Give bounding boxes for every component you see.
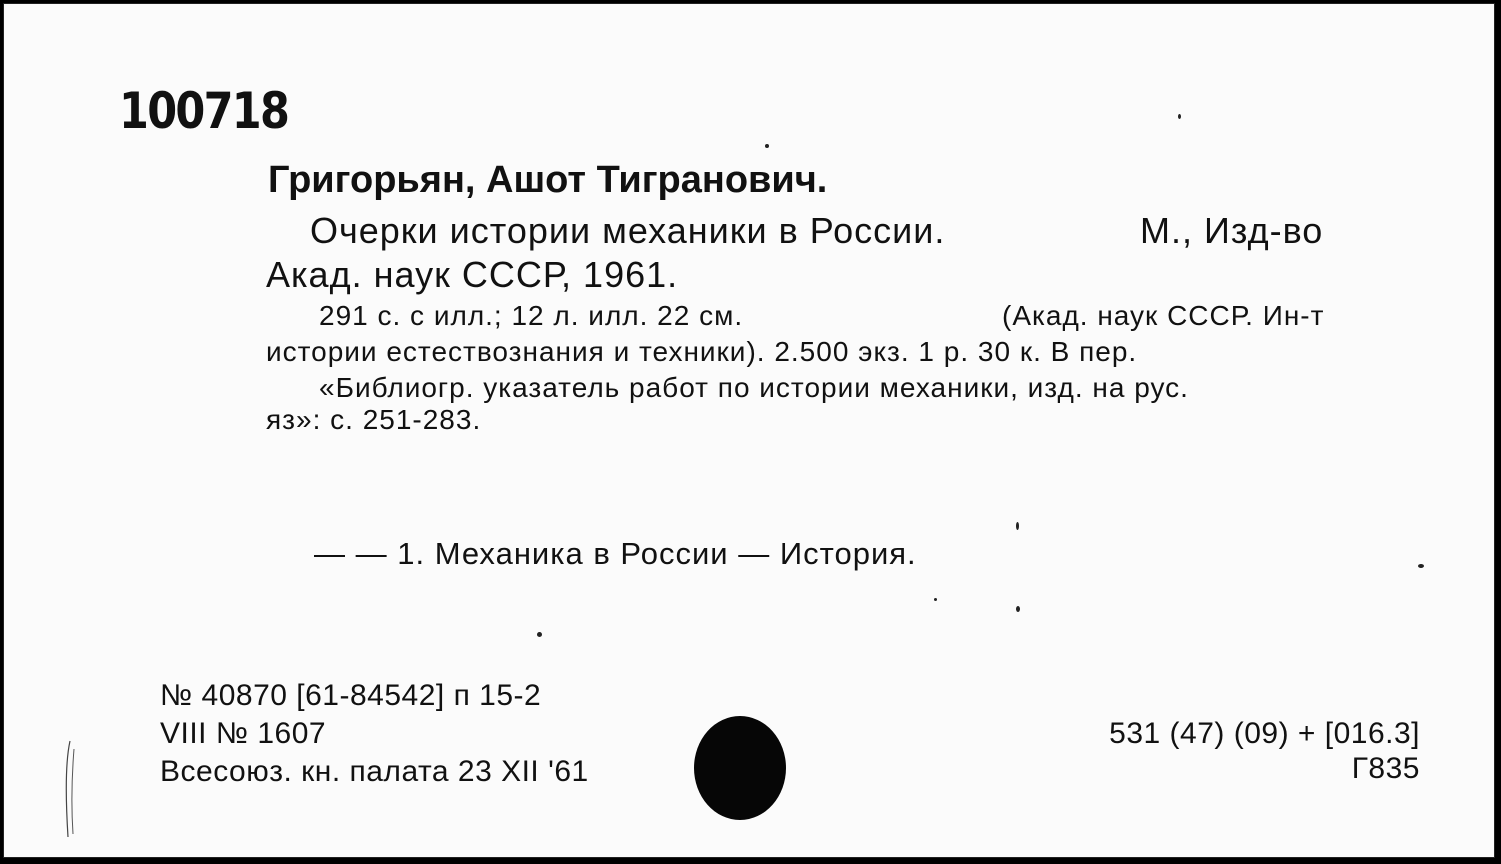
accession-number: 100718 (119, 82, 289, 140)
margin-pencil-mark (62, 739, 80, 839)
title-line-1: Очерки истории механики в России. (310, 210, 946, 251)
publisher-place: М., Изд-во (1140, 210, 1324, 251)
ink-speck (765, 144, 769, 148)
bibliography-note-line-1: «Библиогр. указатель работ по истории механики, изд. на рус. (319, 372, 1189, 403)
ink-speck (1016, 522, 1019, 530)
classification-code: 531 (47) (09) + [016.3] (1109, 717, 1420, 750)
ink-speck (1016, 606, 1020, 612)
footer-chamber-date: Всесоюз. кн. палата 23 XII '61 (160, 755, 589, 788)
ink-speck (537, 632, 542, 637)
footer-record-number: № 40870 [61-84542] п 15-2 (160, 679, 542, 712)
ink-speck (1178, 114, 1181, 119)
author-heading: Григорьян, Ашот Тигранович. (268, 159, 828, 201)
ink-speck (1418, 564, 1424, 568)
bibliography-note-line-2: яз»: с. 251-283. (266, 404, 482, 435)
title-line-2: Акад. наук СССР, 1961. (266, 254, 679, 295)
catalog-card (3, 3, 1495, 858)
footer-volume-number: VIII № 1607 (160, 717, 327, 750)
punch-hole (694, 716, 786, 820)
author-mark: Г835 (1351, 752, 1420, 785)
collation-line-2: истории естествознания и техники). 2.500 экз. 1 р. 30 к. В пер. (266, 336, 1138, 367)
series-note: (Акад. наук СССР. Ин-т (1002, 300, 1325, 331)
collation-line-1: 291 с. с илл.; 12 л. илл. 22 см. (319, 300, 744, 331)
subject-heading: — — 1. Механика в России — История. (314, 536, 917, 571)
ink-speck (934, 598, 937, 601)
